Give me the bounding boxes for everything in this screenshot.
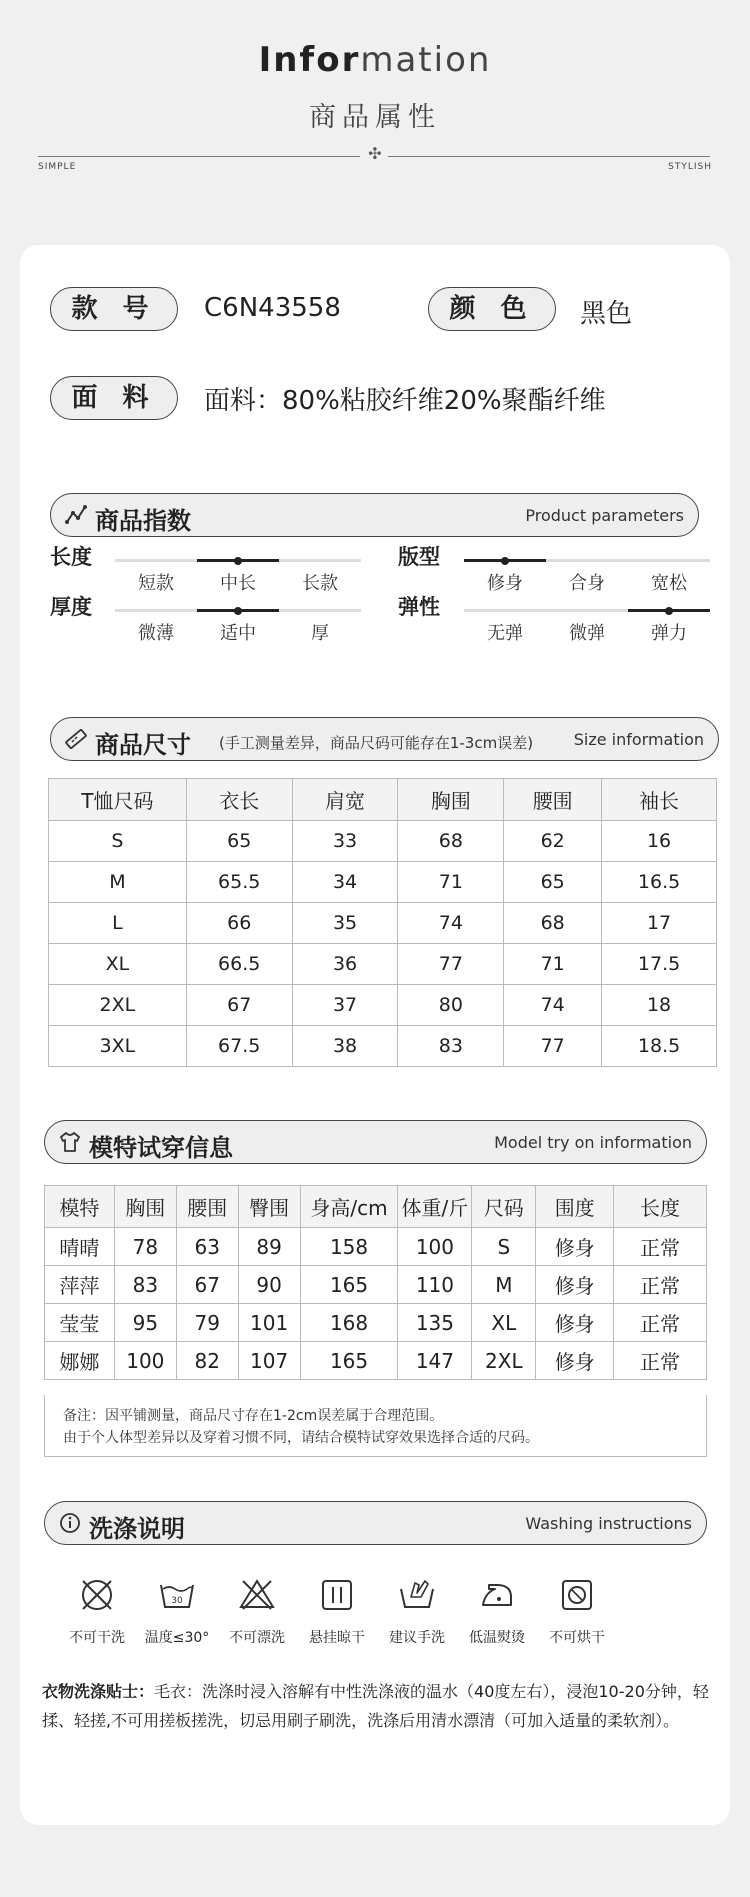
size-table-header-cell: 胸围 bbox=[398, 779, 504, 821]
wash-section-title: 洗涤说明 bbox=[89, 1515, 185, 1543]
model-table-cell: 165 bbox=[300, 1342, 398, 1380]
model-table-cell: 135 bbox=[398, 1304, 472, 1342]
size-table-cell: 74 bbox=[504, 985, 602, 1026]
size-table-cell: 68 bbox=[398, 821, 504, 862]
wash-section-en: Washing instructions bbox=[525, 1514, 692, 1533]
wash-tips-text: 毛衣：洗涤时浸入溶解有中性洗涤液的温水（40度左右），浸泡10-20分钟，轻揉、轻搓,不可用搓板搓洗，切忌用刷子刷洗，洗涤后用清水漂清（可加入适量的柔软剂）。 bbox=[42, 1682, 709, 1730]
hand-wash-icon bbox=[397, 1575, 437, 1615]
model-table-cell: 正常 bbox=[614, 1304, 707, 1342]
size-table-cell: 18 bbox=[602, 985, 717, 1026]
model-table-header-cell: 臀围 bbox=[238, 1186, 300, 1228]
model-table-cell: 168 bbox=[300, 1304, 398, 1342]
size-section-bar bbox=[50, 717, 719, 761]
model-table-cell: 正常 bbox=[614, 1228, 707, 1266]
header-divider-left bbox=[38, 156, 360, 157]
model-table-cell: 100 bbox=[398, 1228, 472, 1266]
param-option: 短款 bbox=[138, 573, 174, 594]
size-table-cell: 67.5 bbox=[186, 1026, 292, 1067]
model-table-cell: 修身 bbox=[536, 1228, 614, 1266]
size-table-header-cell: 腰围 bbox=[504, 779, 602, 821]
size-table-cell: 34 bbox=[292, 862, 398, 903]
param-option: 微弹 bbox=[569, 623, 605, 644]
param-indicator-dot bbox=[501, 557, 509, 565]
model-table-header bbox=[45, 1186, 707, 1228]
size-table-header bbox=[49, 779, 717, 821]
wash-item-label: 悬挂晾干 bbox=[309, 1630, 365, 1646]
header-title: Information bbox=[258, 40, 492, 80]
model-table-cell: 82 bbox=[176, 1342, 238, 1380]
model-remark-line-2: 由于个人体型差异以及穿着习惯不同，请结合模特试穿效果选择合适的尺码。 bbox=[63, 1430, 539, 1446]
size-table-cell: 16 bbox=[602, 821, 717, 862]
model-table-cell: 莹莹 bbox=[45, 1304, 115, 1342]
wash-item-label: 建议手洗 bbox=[389, 1630, 445, 1646]
model-table-cell: 110 bbox=[398, 1266, 472, 1304]
model-table-header-cell: 胸围 bbox=[114, 1186, 176, 1228]
model-remark-line-1: 备注：因平铺测量，商品尺寸存在1-2cm误差属于合理范围。 bbox=[63, 1408, 444, 1424]
size-table-cell: 66.5 bbox=[186, 944, 292, 985]
size-table-cell: M bbox=[49, 862, 187, 903]
param-label: 长度 bbox=[50, 545, 92, 569]
param-option: 微薄 bbox=[138, 623, 174, 644]
model-table-cell: 63 bbox=[176, 1228, 238, 1266]
model-table-cell: 78 bbox=[114, 1228, 176, 1266]
header-divider-right bbox=[388, 156, 710, 157]
param-option: 厚 bbox=[311, 623, 329, 644]
style-no-label: 款 号 bbox=[50, 287, 178, 331]
params-section-title: 商品指数 bbox=[95, 507, 191, 535]
model-table-cell: 晴晴 bbox=[45, 1228, 115, 1266]
param-option: 无弹 bbox=[487, 623, 523, 644]
model-table-cell: 正常 bbox=[614, 1342, 707, 1380]
param-option: 宽松 bbox=[651, 573, 687, 594]
size-table-cell: 65 bbox=[186, 821, 292, 862]
model-table-header-cell: 身高/cm bbox=[300, 1186, 398, 1228]
svg-text:30: 30 bbox=[171, 1596, 183, 1606]
wash-item-label: 温度≤30° bbox=[144, 1630, 210, 1646]
size-table-cell: 38 bbox=[292, 1026, 398, 1067]
wash-item bbox=[137, 1575, 217, 1647]
size-table-header-cell: 袖长 bbox=[602, 779, 717, 821]
size-table-cell: 74 bbox=[398, 903, 504, 944]
size-table-row bbox=[49, 1026, 717, 1067]
no-bleach-icon bbox=[237, 1575, 277, 1615]
size-table-cell: 36 bbox=[292, 944, 398, 985]
wash-item bbox=[217, 1575, 297, 1647]
no-tumble-dry-icon bbox=[557, 1575, 597, 1615]
params-section-en: Product parameters bbox=[525, 506, 684, 525]
color-value: 黑色 bbox=[580, 299, 633, 329]
style-no-value: C6N43558 bbox=[204, 293, 341, 323]
size-table-cell: 80 bbox=[398, 985, 504, 1026]
model-table-row bbox=[45, 1228, 707, 1266]
model-section-en: Model try on information bbox=[494, 1133, 692, 1152]
model-table-cell: 165 bbox=[300, 1266, 398, 1304]
size-table-cell: 2XL bbox=[49, 985, 187, 1026]
model-table bbox=[44, 1185, 707, 1380]
model-section-bar bbox=[44, 1120, 707, 1164]
ruler-icon bbox=[65, 728, 87, 750]
page-header bbox=[0, 0, 750, 230]
params-section-bar bbox=[50, 493, 699, 537]
crosshair-icon: ✣ bbox=[368, 144, 382, 163]
size-table-cell: 17 bbox=[602, 903, 717, 944]
low-iron-icon bbox=[477, 1575, 517, 1615]
param-option: 弹力 bbox=[651, 623, 687, 644]
size-table-cell: 3XL bbox=[49, 1026, 187, 1067]
size-table-cell: 17.5 bbox=[602, 944, 717, 985]
model-table-cell: 101 bbox=[238, 1304, 300, 1342]
model-table-cell: 90 bbox=[238, 1266, 300, 1304]
size-table-cell: 71 bbox=[504, 944, 602, 985]
size-table-header-cell: T恤尺码 bbox=[49, 779, 187, 821]
param-option: 中长 bbox=[220, 573, 256, 594]
model-table-cell: 正常 bbox=[614, 1266, 707, 1304]
header-subtitle: 商品属性 bbox=[309, 102, 441, 133]
info-card bbox=[20, 245, 730, 1825]
model-table-cell: S bbox=[472, 1228, 536, 1266]
size-table-cell: 33 bbox=[292, 821, 398, 862]
hang-dry-icon bbox=[317, 1575, 357, 1615]
model-table-cell: 2XL bbox=[472, 1342, 536, 1380]
size-table-row bbox=[49, 985, 717, 1026]
header-right-tag: STYLISH bbox=[668, 162, 712, 172]
wash-section-bar bbox=[44, 1501, 707, 1545]
wash-item bbox=[537, 1575, 617, 1647]
model-table-cell: 修身 bbox=[536, 1342, 614, 1380]
model-table-cell: 100 bbox=[114, 1342, 176, 1380]
model-remark bbox=[44, 1395, 707, 1457]
model-table-cell: 萍萍 bbox=[45, 1266, 115, 1304]
param-indicator-dot bbox=[234, 607, 242, 615]
model-table-header-cell: 模特 bbox=[45, 1186, 115, 1228]
model-table-cell: 67 bbox=[176, 1266, 238, 1304]
model-table-cell: 147 bbox=[398, 1342, 472, 1380]
size-section-title: 商品尺寸 bbox=[95, 731, 191, 759]
model-table-cell: 95 bbox=[114, 1304, 176, 1342]
header-left-tag: SIMPLE bbox=[38, 162, 77, 172]
model-table-cell: 89 bbox=[238, 1228, 300, 1266]
size-table-cell: 71 bbox=[398, 862, 504, 903]
wash-item bbox=[377, 1575, 457, 1647]
model-table-header-cell: 围度 bbox=[536, 1186, 614, 1228]
model-table-cell: 79 bbox=[176, 1304, 238, 1342]
size-table bbox=[48, 778, 717, 1067]
param-label: 弹性 bbox=[398, 595, 440, 619]
size-table-row bbox=[49, 821, 717, 862]
model-table-cell: 娜娜 bbox=[45, 1342, 115, 1380]
wash-item-label: 不可干洗 bbox=[69, 1630, 125, 1646]
chart-line-icon bbox=[65, 504, 87, 526]
model-table-header-cell: 长度 bbox=[614, 1186, 707, 1228]
size-table-cell: XL bbox=[49, 944, 187, 985]
size-section-note: (手工测量差异，商品尺码可能存在1-3cm误差) bbox=[219, 734, 534, 752]
param-option: 修身 bbox=[487, 573, 523, 594]
size-table-cell: 68 bbox=[504, 903, 602, 944]
size-table-cell: 35 bbox=[292, 903, 398, 944]
size-section-en: Size information bbox=[573, 730, 704, 749]
shirt-icon bbox=[59, 1131, 81, 1153]
size-table-row bbox=[49, 862, 717, 903]
model-table-header-cell: 体重/斤 bbox=[398, 1186, 472, 1228]
size-table-cell: 67 bbox=[186, 985, 292, 1026]
model-table-cell: 修身 bbox=[536, 1266, 614, 1304]
model-table-header-cell: 腰围 bbox=[176, 1186, 238, 1228]
wash-item bbox=[57, 1575, 137, 1647]
size-table-cell: 37 bbox=[292, 985, 398, 1026]
wash-item-label: 不可烘干 bbox=[549, 1630, 605, 1646]
model-table-row bbox=[45, 1342, 707, 1380]
wash-item-label: 不可漂洗 bbox=[229, 1630, 285, 1646]
fabric-label: 面 料 bbox=[50, 376, 178, 420]
info-icon bbox=[59, 1512, 81, 1534]
model-table-row bbox=[45, 1304, 707, 1342]
size-table-cell: 18.5 bbox=[602, 1026, 717, 1067]
wash-item-label: 低温熨烫 bbox=[469, 1630, 525, 1646]
model-table-cell: M bbox=[472, 1266, 536, 1304]
wash-item bbox=[297, 1575, 377, 1647]
param-indicator-dot bbox=[665, 607, 673, 615]
size-table-row bbox=[49, 944, 717, 985]
param-option: 合身 bbox=[569, 573, 605, 594]
size-table-row bbox=[49, 903, 717, 944]
fabric-value: 面料：80%粘胶纤维20%聚酯纤维 bbox=[204, 386, 606, 416]
param-label: 厚度 bbox=[50, 595, 92, 619]
size-table-cell: 83 bbox=[398, 1026, 504, 1067]
param-option: 长款 bbox=[302, 573, 338, 594]
no-dry-clean-icon bbox=[77, 1575, 117, 1615]
wash-item bbox=[457, 1575, 537, 1647]
wash-tips bbox=[42, 1677, 714, 1735]
size-table-cell: 62 bbox=[504, 821, 602, 862]
model-table-cell: 83 bbox=[114, 1266, 176, 1304]
model-section-title: 模特试穿信息 bbox=[89, 1134, 233, 1162]
size-table-cell: 77 bbox=[504, 1026, 602, 1067]
model-table-header-cell: 尺码 bbox=[472, 1186, 536, 1228]
size-table-cell: S bbox=[49, 821, 187, 862]
param-label: 版型 bbox=[398, 545, 440, 569]
model-table-row bbox=[45, 1266, 707, 1304]
model-table-cell: 158 bbox=[300, 1228, 398, 1266]
wash-tips-label: 衣物洗涤贴士： bbox=[42, 1682, 155, 1701]
size-table-cell: L bbox=[49, 903, 187, 944]
wash-30-icon bbox=[157, 1575, 197, 1615]
size-table-header-cell: 衣长 bbox=[186, 779, 292, 821]
size-table-header-cell: 肩宽 bbox=[292, 779, 398, 821]
param-indicator-dot bbox=[234, 557, 242, 565]
size-table-cell: 65.5 bbox=[186, 862, 292, 903]
model-table-cell: XL bbox=[472, 1304, 536, 1342]
size-table-cell: 66 bbox=[186, 903, 292, 944]
color-label: 颜 色 bbox=[428, 287, 556, 331]
size-table-cell: 16.5 bbox=[602, 862, 717, 903]
size-table-cell: 77 bbox=[398, 944, 504, 985]
model-table-cell: 107 bbox=[238, 1342, 300, 1380]
size-table-cell: 65 bbox=[504, 862, 602, 903]
model-table-cell: 修身 bbox=[536, 1304, 614, 1342]
param-option: 适中 bbox=[220, 623, 256, 644]
